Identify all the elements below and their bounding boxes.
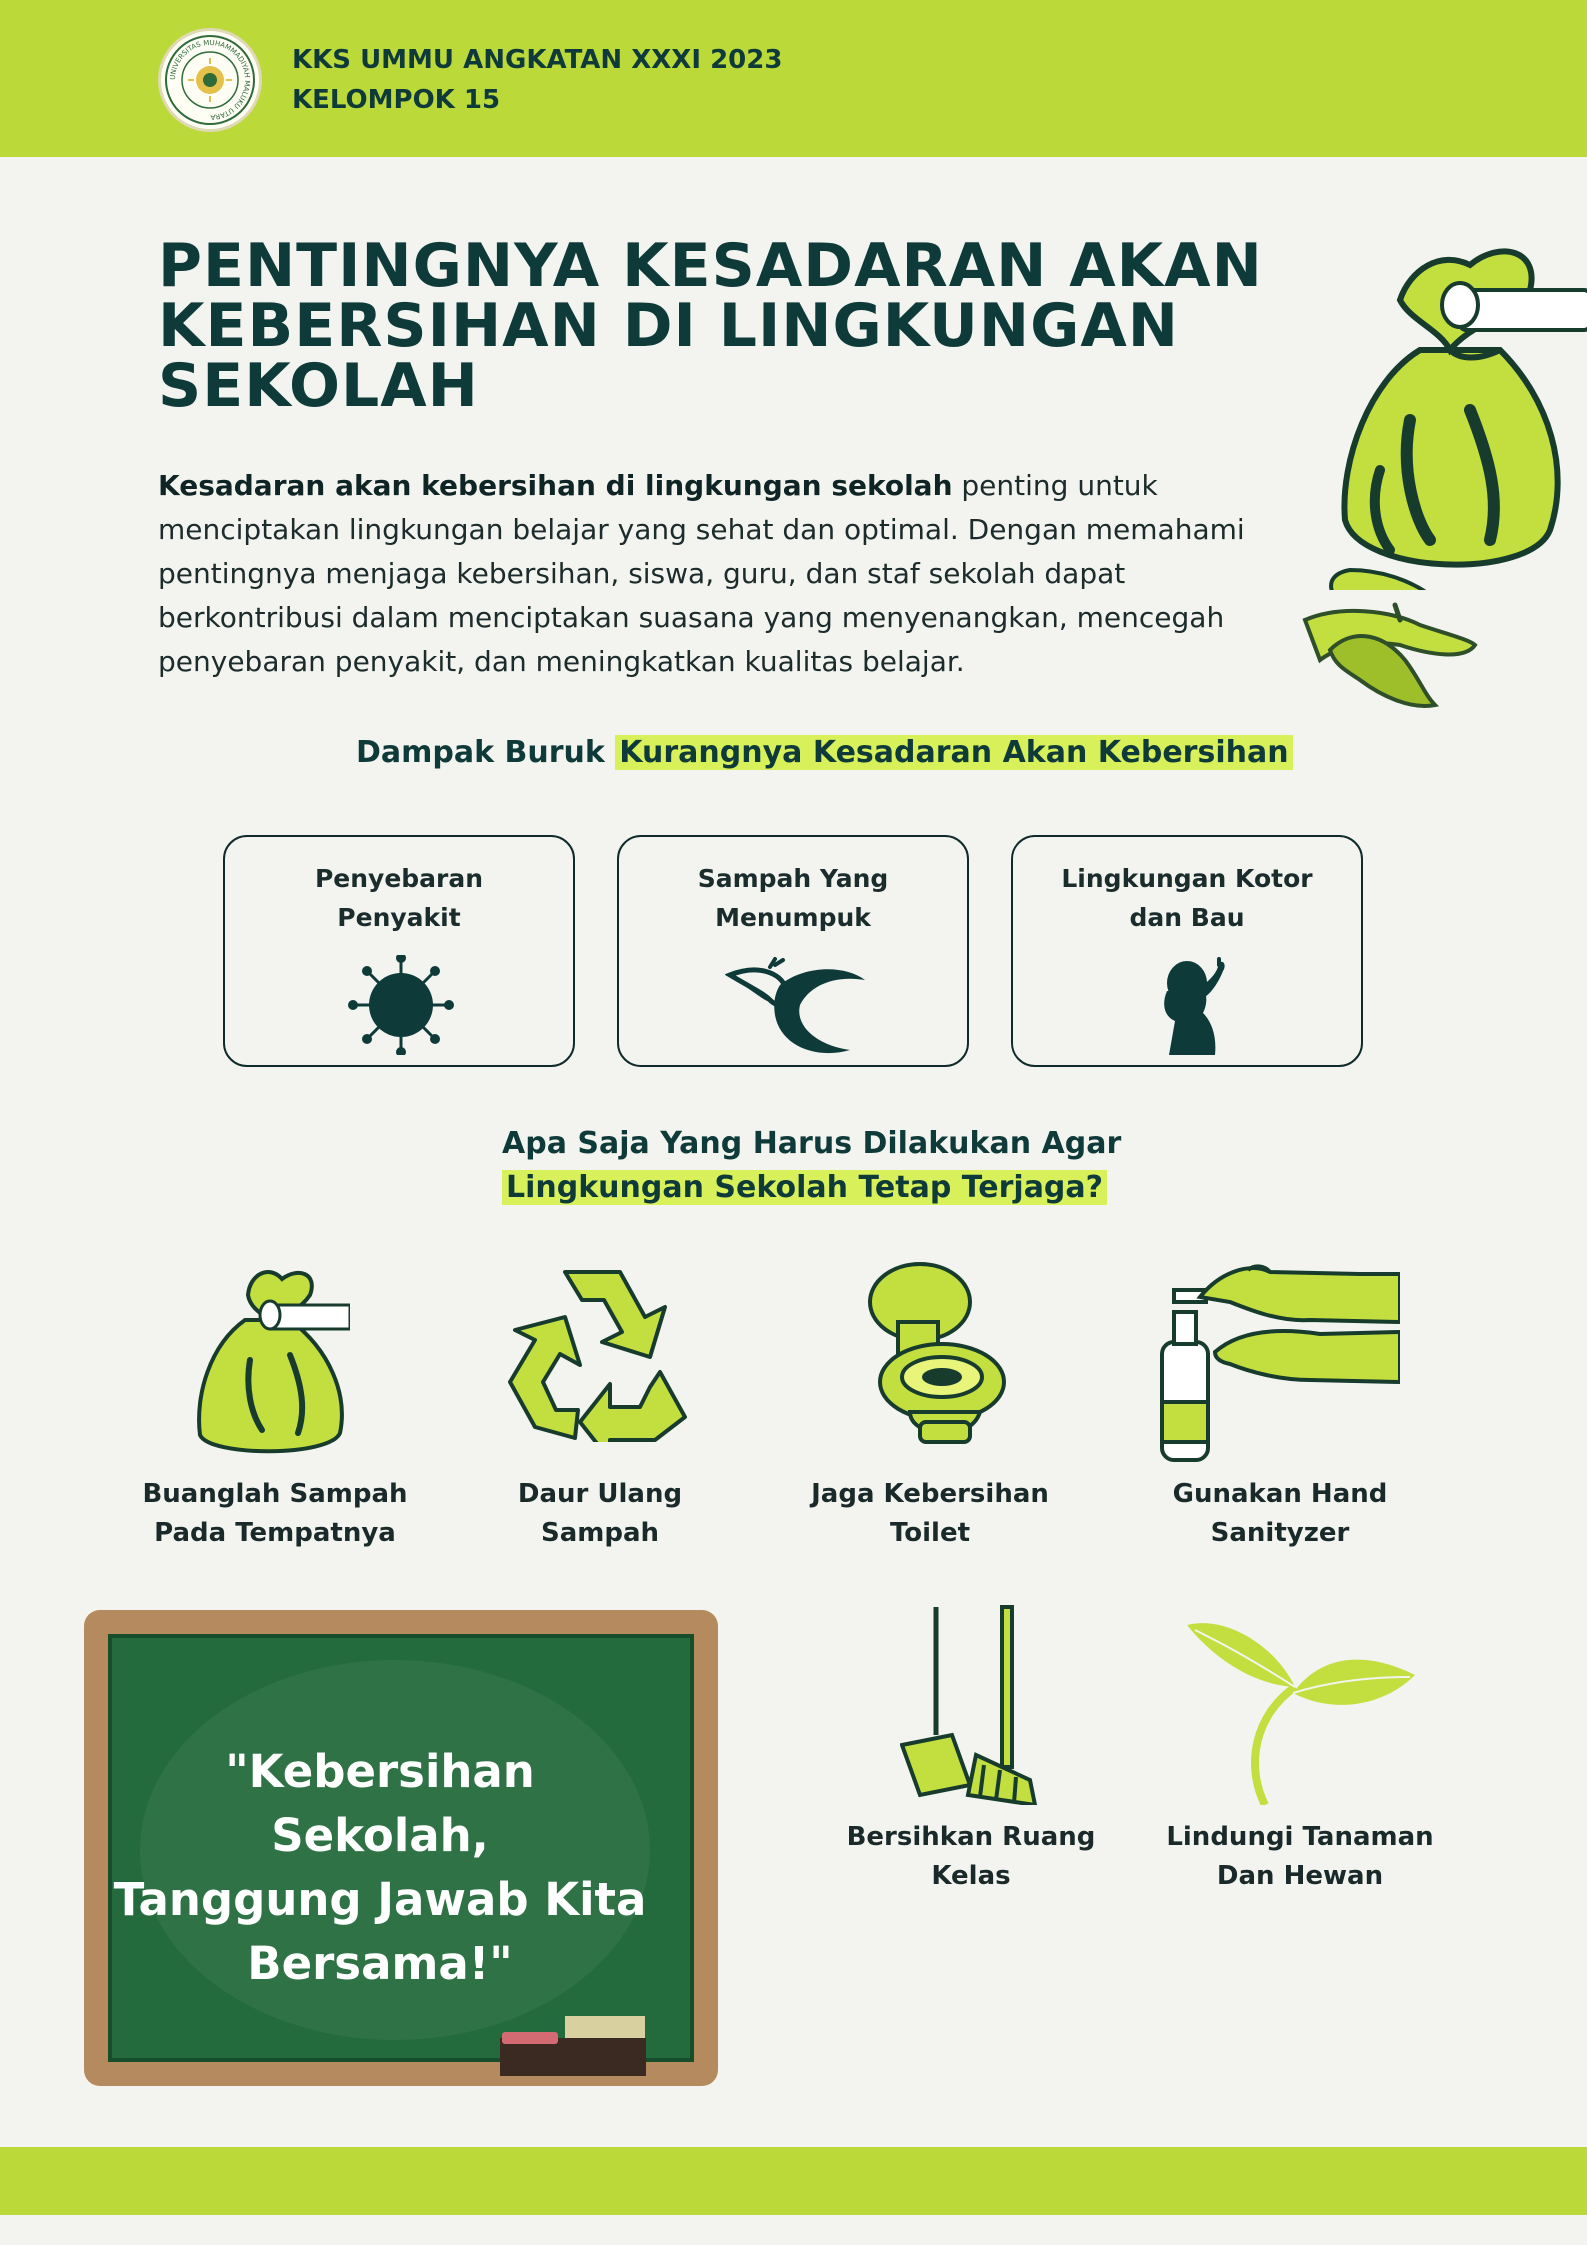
hand-sanitizer-icon [1160, 1262, 1400, 1462]
university-seal-logo [158, 28, 262, 132]
intro-paragraph [158, 464, 1268, 684]
action-label: Gunakan Hand Sanityzer [1172, 1479, 1388, 1548]
impact-card-label: Lingkungan Kotor dan Bau [1061, 864, 1313, 932]
sprout-icon [1185, 1605, 1415, 1805]
header-line1: KKS UMMU ANGKATAN XXXI 2023 [292, 45, 783, 75]
logo-text: UNIVERSITAS MUHAMMADIYAH MALUKU UTARA [168, 38, 252, 122]
banana-peel-icon [725, 955, 865, 1055]
actions-heading [502, 1122, 1121, 1210]
action-label: Daur Ulang Sampah [517, 1479, 683, 1548]
impact-heading [356, 735, 1293, 770]
header-line2: KELOMPOK 15 [292, 85, 501, 115]
broom-dustpan-icon [900, 1605, 1040, 1805]
footer-bar [0, 2147, 1587, 2215]
impact-card-disease [223, 835, 575, 1067]
page-title: PENTINGNYA KESADARAN AKAN KEBERSIHAN DI LINGKUNGAN SEKOLAH [158, 231, 1263, 421]
banana-peel-decoration [1300, 600, 1480, 715]
intro-bold: Kesadaran akan kebersihan di lingkungan sekolah [158, 469, 953, 502]
actions-heading-line2: Lingkungan Sekolah Tetap Terjaga? [502, 1170, 1107, 1205]
chalk-stick [502, 2032, 558, 2044]
trash-bag-hand-illustration [1300, 230, 1587, 590]
recycle-icon [500, 1262, 700, 1442]
virus-icon [331, 955, 471, 1055]
person-holding-nose-icon [1119, 955, 1259, 1055]
impact-card-label: Penyebaran Penyakit [314, 864, 484, 932]
chalkboard-quote: "Kebersihan Sekolah, Tanggung Jawab Kita Bersama!" [113, 1745, 647, 1990]
trash-bag-icon [190, 1265, 350, 1455]
impact-card-label: Sampah Yang Menumpuk [697, 864, 889, 932]
toilet-icon [850, 1262, 1010, 1452]
actions-heading-line1: Apa Saja Yang Harus Dilakukan Agar [502, 1126, 1122, 1161]
impact-heading-plain: Dampak Buruk [356, 735, 616, 770]
action-label: Buanglah Sampah Pada Tempatnya [142, 1479, 408, 1548]
impact-heading-highlight: Kurangnya Kesadaran Akan Kebersihan [615, 735, 1292, 770]
action-label: Bersihkan Ruang Kelas [846, 1822, 1096, 1891]
action-label: Lindungi Tanaman Dan Hewan [1166, 1822, 1434, 1891]
impact-card-dirty [1011, 835, 1363, 1067]
intro-rest: penting untuk menciptakan lingkungan belajar yang sehat dan optimal. Dengan memahami pentingnya menjaga kebersihan, siswa, guru, dan staf sekolah dapat berkontribusi dalam menciptakan suasana yang menyenangkan, mencegah penyebaran penyakit, dan meningkatkan kualitas belajar. [158, 469, 1245, 678]
chalk-eraser-pad [565, 2016, 645, 2038]
action-label: Jaga Kebersihan Toilet [811, 1479, 1049, 1548]
impact-card-trash [617, 835, 969, 1067]
header-text [292, 40, 782, 120]
